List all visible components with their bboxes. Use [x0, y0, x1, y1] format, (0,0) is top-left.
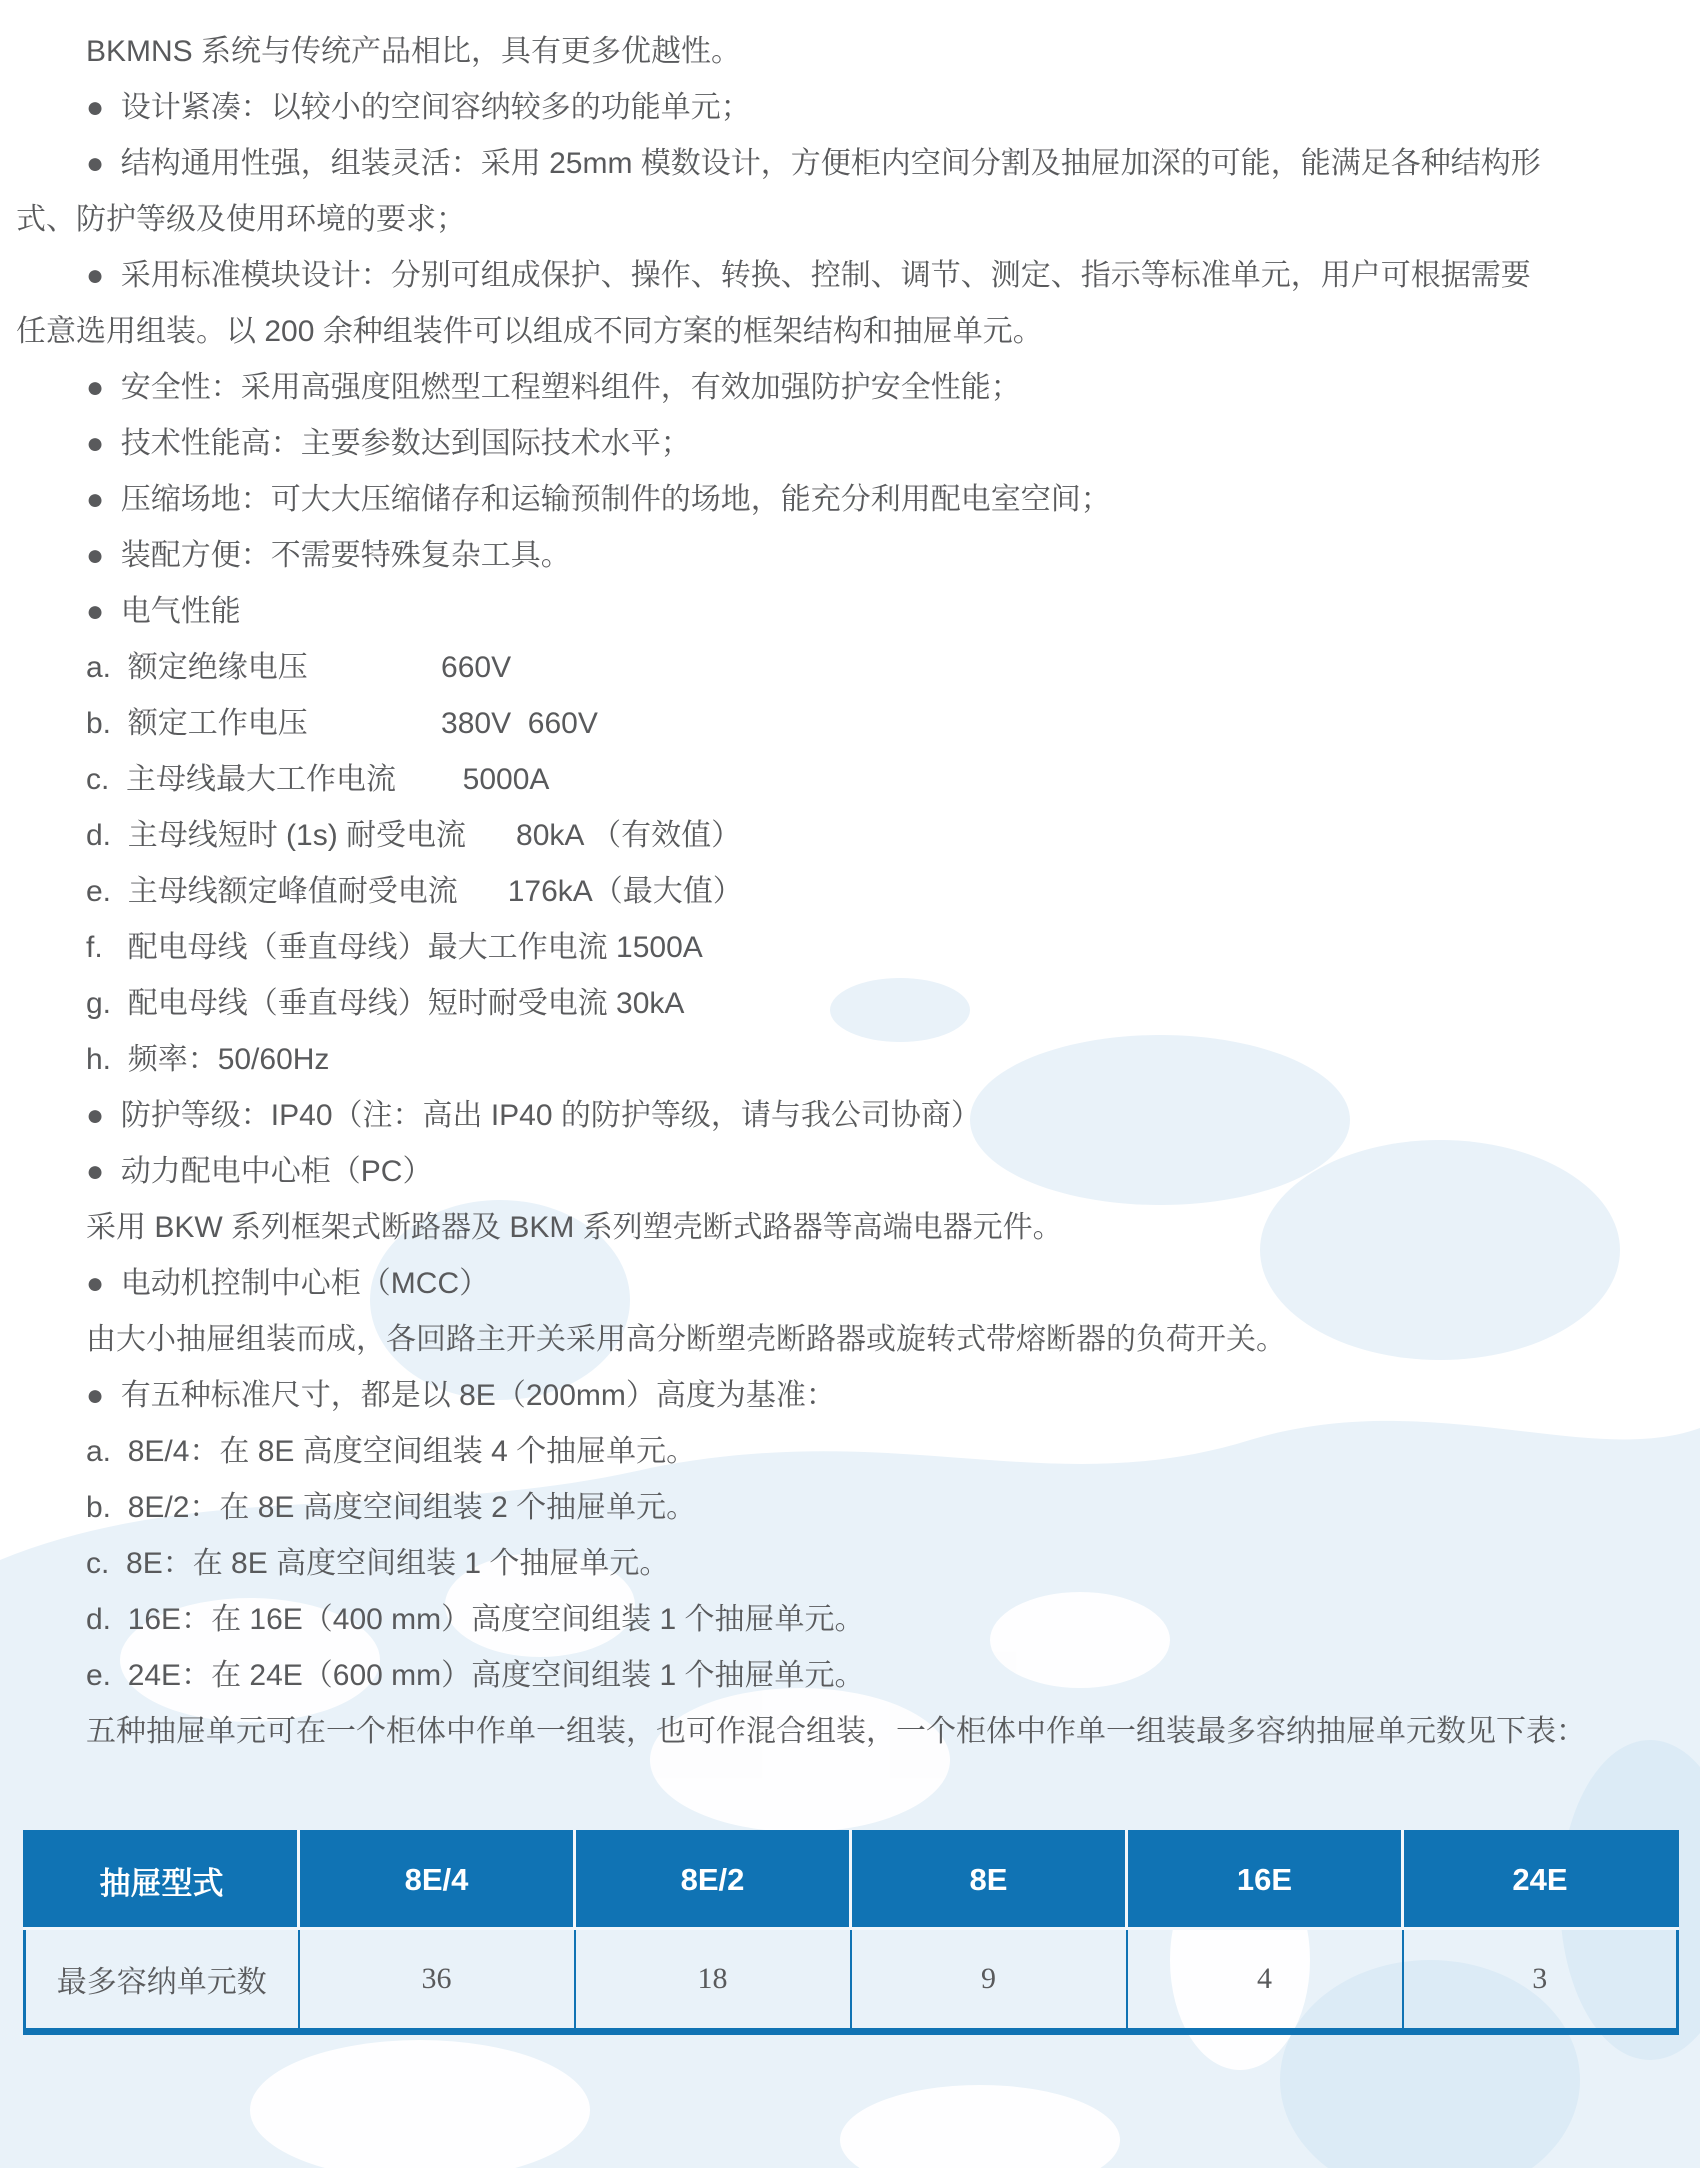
bullet-line: ● 设计紧凑：以较小的空间容纳较多的功能单元； — [86, 91, 751, 124]
text-line: 采用 BKW 系列框架式断路器及 BKM 系列塑壳断式路器等高端电器元件。 — [86, 1211, 1063, 1244]
table-header-cell: 16E — [1127, 1832, 1403, 1929]
table-cell: 9 — [851, 1929, 1127, 2032]
bullet-line: ● 防护等级：IP40（注：高出 IP40 的防护等级，请与我公司协商） — [86, 1099, 981, 1132]
table-header-cell: 8E — [851, 1832, 1127, 1929]
row-label-cell: 最多容纳单元数 — [56, 1966, 267, 1999]
size-item-line: a. 8E/4：在 8E 高度空间组装 4 个抽屉单元。 — [86, 1435, 697, 1468]
bullet-line: ● 安全性：采用高强度阻燃型工程塑料组件，有效加强防护安全性能； — [86, 371, 1021, 404]
spec-item-line: g. 配电母线（垂直母线）短时耐受电流 30kA — [86, 987, 685, 1020]
spec-item-line: b. 额定工作电压 380V 660V — [86, 707, 598, 740]
drawer-capacity-table — [23, 1830, 1679, 2035]
table-header-cell: 8E/4 — [299, 1832, 575, 1929]
spec-item-line: f. 配电母线（垂直母线）最大工作电流 1500A — [86, 931, 703, 964]
bullet-line: ● 结构通用性强，组装灵活：采用 25mm 模数设计，方便柜内空间分割及抽屉加深的可能，能满足各种结构形 — [86, 147, 1541, 180]
spec-item-line: a. 额定绝缘电压 660V — [86, 651, 512, 684]
table-header-cell: 抽屉型式 — [25, 1832, 299, 1929]
text-line: 式、防护等级及使用环境的要求； — [16, 203, 466, 236]
table-cell: 3 — [1403, 1929, 1678, 2032]
size-item-line: b. 8E/2：在 8E 高度空间组装 2 个抽屉单元。 — [86, 1491, 697, 1524]
bullet-line: ● 动力配电中心柜（PC） — [86, 1155, 433, 1188]
bullet-line: ● 有五种标准尺寸，都是以 8E（200mm）高度为基准： — [86, 1379, 836, 1412]
bullet-line: ● 压缩场地：可大大压缩储存和运输预制件的场地，能充分利用配电室空间； — [86, 483, 1111, 516]
table-header-row — [25, 1832, 1678, 1929]
bullet-line: ● 技术性能高：主要参数达到国际技术水平； — [86, 427, 691, 460]
table-cell: 18 — [575, 1929, 851, 2032]
bullet-line: ● 电气性能 — [86, 595, 241, 628]
spec-item-line: h. 频率：50/60Hz — [86, 1043, 330, 1076]
table-cell: 36 — [299, 1929, 575, 2032]
table-row — [25, 1929, 1678, 2032]
bullet-line: ● 电动机控制中心柜（MCC） — [86, 1267, 490, 1300]
bullet-line: ● 采用标准模块设计：分别可组成保护、操作、转换、控制、调节、测定、指示等标准单元，用户可根据需要 — [86, 259, 1531, 292]
size-item-line: c. 8E：在 8E 高度空间组装 1 个抽屉单元。 — [86, 1547, 670, 1580]
table-header-cell: 24E — [1403, 1832, 1678, 1929]
table-cell: 4 — [1127, 1929, 1403, 2032]
text-line: BKMNS 系统与传统产品相比，具有更多优越性。 — [86, 35, 742, 68]
bullet-line: ● 装配方便：不需要特殊复杂工具。 — [86, 539, 571, 572]
text-line: 由大小抽屉组装而成，各回路主开关采用高分断塑壳断路器或旋转式带熔断器的负荷开关。 — [86, 1323, 1286, 1356]
spec-item-line: d. 主母线短时 (1s) 耐受电流 80kA （有效值） — [86, 819, 742, 852]
table-header-cell: 8E/2 — [575, 1832, 851, 1929]
spec-item-line: c. 主母线最大工作电流 5000A — [86, 763, 550, 796]
size-item-line: e. 24E：在 24E（600 mm）高度空间组装 1 个抽屉单元。 — [86, 1659, 865, 1692]
text-line: 任意选用组装。以 200 余种组装件可以组成不同方案的框架结构和抽屉单元。 — [16, 315, 1043, 348]
text-line: 五种抽屉单元可在一个柜体中作单一组装，也可作混合组装，一个柜体中作单一组装最多容纳抽屉单元数见下表： — [86, 1715, 1586, 1748]
spec-item-line: e. 主母线额定峰值耐受电流 176kA（最大值） — [86, 875, 743, 908]
size-item-line: d. 16E：在 16E（400 mm）高度空间组装 1 个抽屉单元。 — [86, 1603, 865, 1636]
